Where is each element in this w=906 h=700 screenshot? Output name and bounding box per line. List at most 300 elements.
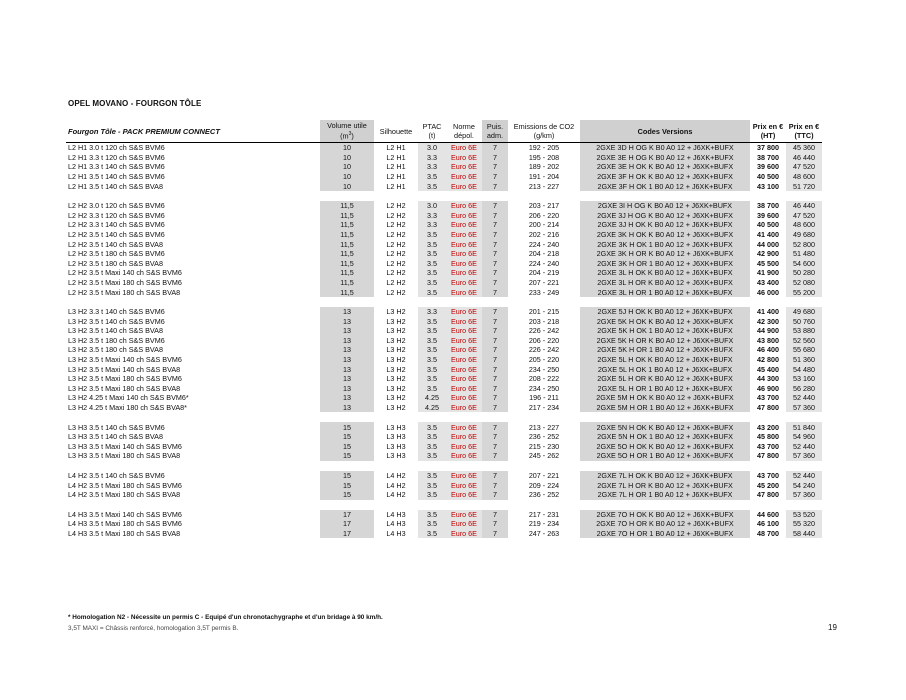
cell-version: L4 H2 3.5 t Maxi 180 ch S&S BVA8 <box>68 490 181 500</box>
footnote-homologation: * Homologation N2 - Nécessite un permis C - Equipé d'un chronotachygraphe et d'un bridage à 90 km/h. <box>68 614 383 621</box>
spacer-cell <box>66 191 822 201</box>
cell-puissance: 7 <box>482 181 508 191</box>
cell-puissance: 7 <box>482 451 508 461</box>
cell-co2: 206 - 220 <box>528 210 560 220</box>
table-row <box>66 307 822 317</box>
cell-prix-ht: 43 700 <box>757 393 779 403</box>
cell-version: L4 H3 3.5 t Maxi 180 ch S&S BVA8 <box>68 528 181 538</box>
cell-code-version: 2GXE 5L H OK 1 B0 A0 12 + J6XK+BUFX <box>580 364 750 374</box>
table-row <box>66 529 822 539</box>
cell-prix-ttc: 47 520 <box>786 162 822 172</box>
cell-norme: Euro 6E <box>446 172 482 182</box>
cell-co2: 205 - 220 <box>528 355 560 365</box>
cell-silhouette: L2 H2 <box>386 220 406 230</box>
cell-silhouette: L3 H2 <box>386 307 406 317</box>
cell-version: L2 H1 3.5 t 140 ch S&S BVM6 <box>68 171 165 181</box>
col-header-prix-ttc: Prix en € (TTC) <box>786 120 822 143</box>
cell-puissance: 7 <box>482 153 508 163</box>
col-header-co2: Emissions de CO2 (g/km) <box>508 120 580 143</box>
cell-volume: 10 <box>320 162 374 172</box>
cell-volume: 11,5 <box>320 230 374 240</box>
cell-version: L3 H2 4.25 t Maxi 140 ch S&S BVM6* <box>68 393 189 403</box>
cell-prix-ht: 46 000 <box>757 287 779 297</box>
cell-code-version: 2GXE 7O H OR K B0 A0 12 + J6XK+BUFX <box>580 519 750 529</box>
cell-version: L2 H2 3.3 t 120 ch S&S BVM6 <box>68 210 165 220</box>
cell-ptac: 4.25 <box>418 393 446 403</box>
cell-silhouette: L3 H3 <box>386 451 406 461</box>
cell-code-version: 2GXE 3K H OK 1 B0 A0 12 + J6XK+BUFX <box>580 239 750 249</box>
table-row <box>66 181 822 191</box>
table-row <box>66 422 822 432</box>
cell-volume: 10 <box>320 143 374 153</box>
cell-norme: Euro 6E <box>446 393 482 403</box>
cell-prix-ht: 46 400 <box>757 345 779 355</box>
cell-ptac: 3.5 <box>418 471 446 481</box>
table-row <box>66 259 822 269</box>
cell-ptac: 3.3 <box>418 162 446 172</box>
cell-silhouette: L2 H1 <box>386 152 406 162</box>
cell-volume: 11,5 <box>320 259 374 269</box>
cell-norme: Euro 6E <box>446 239 482 249</box>
table-row <box>66 143 822 153</box>
cell-prix-ht: 47 800 <box>757 451 779 461</box>
cell-code-version: 2GXE 3E H OG K B0 A0 12 + J6XK+BUFX <box>580 153 750 163</box>
table-row <box>66 442 822 452</box>
cell-version: L3 H2 3.5 t 180 ch S&S BVA8 <box>68 345 163 355</box>
cell-puissance: 7 <box>482 162 508 172</box>
cell-norme: Euro 6E <box>446 162 482 172</box>
cell-code-version: 2GXE 5M H OR 1 B0 A0 12 + J6XK+BUFX <box>580 403 750 413</box>
cell-prix-ttc: 53 160 <box>786 374 822 384</box>
cell-norme: Euro 6E <box>446 374 482 384</box>
cell-silhouette: L3 H3 <box>386 441 406 451</box>
cell-volume: 11,5 <box>320 268 374 278</box>
cell-silhouette: L3 H2 <box>386 326 406 336</box>
cell-co2: 203 - 218 <box>528 316 560 326</box>
cell-puissance: 7 <box>482 422 508 432</box>
cell-version: L2 H2 3.5 t Maxi 180 ch S&S BVA8 <box>68 287 181 297</box>
cell-prix-ttc: 51 720 <box>786 181 822 191</box>
cell-code-version: 2GXE 3J H OK K B0 A0 12 + J6XK+BUFX <box>580 220 750 230</box>
cell-prix-ht: 46 900 <box>757 383 779 393</box>
cell-ptac: 3.5 <box>418 239 446 249</box>
cell-volume: 10 <box>320 153 374 163</box>
footnote-maxi: 3,5T MAXI = Châssis renforcé, homologation 3,5T permis B. <box>68 625 239 632</box>
cell-volume: 13 <box>320 374 374 384</box>
cell-volume: 11,5 <box>320 239 374 249</box>
cell-puissance: 7 <box>482 259 508 269</box>
cell-co2: 224 - 240 <box>528 239 560 249</box>
table-row <box>66 355 822 365</box>
cell-norme: Euro 6E <box>446 384 482 394</box>
cell-prix-ttc: 52 440 <box>786 442 822 452</box>
cell-version: L3 H2 3.5 t Maxi 180 ch S&S BVA8 <box>68 383 181 393</box>
cell-co2: 226 - 242 <box>528 345 560 355</box>
cell-co2: 204 - 218 <box>528 249 560 259</box>
cell-prix-ttc: 49 680 <box>786 230 822 240</box>
cell-prix-ttc: 46 440 <box>786 201 822 211</box>
cell-puissance: 7 <box>482 442 508 452</box>
cell-code-version: 2GXE 3K H OR 1 B0 A0 12 + J6XK+BUFX <box>580 259 750 269</box>
section-header: Fourgon Tôle - PACK PREMIUM CONNECT <box>66 120 320 143</box>
cell-co2: 213 - 227 <box>528 181 560 191</box>
cell-ptac: 3.5 <box>418 259 446 269</box>
cell-co2: 236 - 252 <box>528 432 560 442</box>
cell-code-version: 2GXE 7O H OK K B0 A0 12 + J6XK+BUFX <box>580 510 750 520</box>
cell-volume: 13 <box>320 393 374 403</box>
cell-version: L3 H3 3.5 t 140 ch S&S BVM6 <box>68 422 165 432</box>
cell-volume: 13 <box>320 307 374 317</box>
table-row <box>66 211 822 221</box>
cell-prix-ht: 41 400 <box>757 307 779 317</box>
cell-ptac: 3.5 <box>418 422 446 432</box>
cell-code-version: 2GXE 7L H OR K B0 A0 12 + J6XK+BUFX <box>580 480 750 490</box>
cell-norme: Euro 6E <box>446 143 482 153</box>
cell-prix-ht: 43 200 <box>757 422 779 432</box>
table-row <box>66 326 822 336</box>
cell-volume: 11,5 <box>320 249 374 259</box>
cell-version: L2 H2 3.5 t 140 ch S&S BVA8 <box>68 239 163 249</box>
cell-prix-ttc: 55 680 <box>786 345 822 355</box>
cell-version: L3 H2 3.3 t 140 ch S&S BVM6 <box>68 307 165 317</box>
cell-norme: Euro 6E <box>446 422 482 432</box>
cell-co2: 217 - 231 <box>528 509 560 519</box>
cell-code-version: 2GXE 3D H OG K B0 A0 12 + J6XK+BUFX <box>580 143 750 153</box>
cell-ptac: 3.5 <box>418 278 446 288</box>
cell-code-version: 2GXE 5O H OK K B0 A0 12 + J6XK+BUFX <box>580 442 750 452</box>
price-table <box>66 120 822 538</box>
cell-volume: 17 <box>320 529 374 539</box>
cell-co2: 195 - 208 <box>528 152 560 162</box>
cell-co2: 215 - 230 <box>528 441 560 451</box>
cell-ptac: 3.5 <box>418 364 446 374</box>
cell-puissance: 7 <box>482 249 508 259</box>
table-row <box>66 364 822 374</box>
cell-silhouette: L2 H2 <box>386 229 406 239</box>
cell-prix-ht: 43 800 <box>757 335 779 345</box>
cell-version: L2 H1 3.0 t 120 ch S&S BVM6 <box>68 143 165 153</box>
cell-silhouette: L3 H2 <box>386 364 406 374</box>
cell-co2: 236 - 252 <box>528 490 560 500</box>
cell-silhouette: L4 H3 <box>386 519 406 529</box>
cell-co2: 208 - 222 <box>528 374 560 384</box>
cell-ptac: 3.5 <box>418 336 446 346</box>
cell-co2: 200 - 214 <box>528 220 560 230</box>
cell-norme: Euro 6E <box>446 230 482 240</box>
table-row <box>66 384 822 394</box>
table-row <box>66 239 822 249</box>
cell-prix-ht: 38 700 <box>757 152 779 162</box>
cell-co2: 207 - 221 <box>528 277 560 287</box>
cell-co2: 247 - 263 <box>528 528 560 538</box>
cell-puissance: 7 <box>482 471 508 481</box>
cell-code-version: 2GXE 7L H OR 1 B0 A0 12 + J6XK+BUFX <box>580 490 750 500</box>
cell-norme: Euro 6E <box>446 287 482 297</box>
cell-silhouette: L3 H2 <box>386 335 406 345</box>
cell-silhouette: L2 H1 <box>386 181 406 191</box>
table-row <box>66 230 822 240</box>
cell-prix-ttc: 52 800 <box>786 239 822 249</box>
cell-version: L3 H2 3.5 t Maxi 180 ch S&S BVM6 <box>68 374 182 384</box>
cell-code-version: 2GXE 3E H OK K B0 A0 12 + J6XK+BUFX <box>580 162 750 172</box>
cell-version: L3 H3 3.5 t Maxi 140 ch S&S BVM6 <box>68 441 182 451</box>
cell-prix-ttc: 45 360 <box>786 143 822 153</box>
spacer-cell <box>66 461 822 471</box>
cell-version: L2 H1 3.5 t 140 ch S&S BVA8 <box>68 181 163 191</box>
cell-version: L2 H2 3.5 t 140 ch S&S BVM6 <box>68 229 165 239</box>
cell-ptac: 3.5 <box>418 317 446 327</box>
cell-prix-ht: 46 100 <box>757 519 779 529</box>
table-row <box>66 345 822 355</box>
table-row <box>66 220 822 230</box>
cell-code-version: 2GXE 3I H OG K B0 A0 12 + J6XK+BUFX <box>580 201 750 211</box>
cell-silhouette: L3 H2 <box>386 345 406 355</box>
page-title: OPEL MOVANO - FOURGON TÔLE <box>68 99 202 108</box>
cell-prix-ht: 41 900 <box>757 268 779 278</box>
cell-silhouette: L3 H2 <box>386 403 406 413</box>
cell-prix-ttc: 48 600 <box>786 172 822 182</box>
table-row <box>66 510 822 520</box>
cell-ptac: 3.3 <box>418 211 446 221</box>
cell-puissance: 7 <box>482 393 508 403</box>
cell-puissance: 7 <box>482 529 508 539</box>
cell-co2: 206 - 220 <box>528 335 560 345</box>
cell-prix-ht: 44 600 <box>757 509 779 519</box>
cell-prix-ttc: 58 440 <box>786 529 822 539</box>
cell-ptac: 3.5 <box>418 490 446 500</box>
cell-version: L2 H2 3.5 t Maxi 140 ch S&S BVM6 <box>68 268 182 278</box>
cell-prix-ttc: 46 440 <box>786 153 822 163</box>
cell-silhouette: L2 H2 <box>386 210 406 220</box>
cell-puissance: 7 <box>482 239 508 249</box>
cell-puissance: 7 <box>482 172 508 182</box>
group-spacer <box>66 500 822 510</box>
col-header-silhouette: Silhouette <box>374 120 418 143</box>
cell-volume: 15 <box>320 442 374 452</box>
cell-puissance: 7 <box>482 345 508 355</box>
cell-prix-ttc: 49 680 <box>786 307 822 317</box>
cell-puissance: 7 <box>482 432 508 442</box>
cell-puissance: 7 <box>482 317 508 327</box>
cell-norme: Euro 6E <box>446 268 482 278</box>
cell-prix-ht: 42 900 <box>757 249 779 259</box>
col-header-norme: Norme dépol. <box>446 120 482 143</box>
cell-code-version: 2GXE 5L H OR 1 B0 A0 12 + J6XK+BUFX <box>580 384 750 394</box>
cell-silhouette: L4 H3 <box>386 528 406 538</box>
cell-puissance: 7 <box>482 403 508 413</box>
cell-norme: Euro 6E <box>446 345 482 355</box>
group-spacer <box>66 297 822 307</box>
cell-prix-ttc: 54 960 <box>786 432 822 442</box>
cell-volume: 13 <box>320 403 374 413</box>
cell-co2: 207 - 221 <box>528 471 560 480</box>
cell-ptac: 3.5 <box>418 442 446 452</box>
cell-ptac: 3.3 <box>418 307 446 317</box>
cell-ptac: 3.5 <box>418 230 446 240</box>
table-row <box>66 172 822 182</box>
cell-puissance: 7 <box>482 230 508 240</box>
cell-silhouette: L3 H3 <box>386 432 406 442</box>
cell-prix-ttc: 52 440 <box>786 393 822 403</box>
cell-norme: Euro 6E <box>446 153 482 163</box>
cell-silhouette: L2 H2 <box>386 287 406 297</box>
cell-silhouette: L2 H2 <box>386 268 406 278</box>
cell-code-version: 2GXE 5K H OR K B0 A0 12 + J6XK+BUFX <box>580 336 750 346</box>
table-row <box>66 201 822 211</box>
cell-silhouette: L4 H2 <box>386 490 406 500</box>
cell-volume: 13 <box>320 345 374 355</box>
table-row <box>66 471 822 481</box>
table-row <box>66 287 822 297</box>
cell-co2: 196 - 211 <box>529 393 559 403</box>
cell-version: L3 H2 4.25 t Maxi 180 ch S&S BVA8* <box>68 403 187 413</box>
cell-version: L2 H2 3.5 t 180 ch S&S BVM6 <box>68 249 165 259</box>
cell-norme: Euro 6E <box>446 336 482 346</box>
cell-ptac: 3.5 <box>418 287 446 297</box>
cell-co2: 233 - 249 <box>528 287 560 297</box>
cell-prix-ht: 44 900 <box>757 326 779 336</box>
cell-prix-ht: 45 400 <box>757 364 779 374</box>
cell-volume: 13 <box>320 326 374 336</box>
cell-code-version: 2GXE 3L H OK K B0 A0 12 + J6XK+BUFX <box>580 268 750 278</box>
cell-prix-ttc: 51 480 <box>786 249 822 259</box>
cell-co2: 224 - 240 <box>528 258 560 268</box>
cell-volume: 11,5 <box>320 278 374 288</box>
cell-prix-ht: 48 700 <box>757 528 779 538</box>
cell-code-version: 2GXE 3J H OG K B0 A0 12 + J6XK+BUFX <box>580 211 750 221</box>
cell-norme: Euro 6E <box>446 451 482 461</box>
cell-co2: 189 - 202 <box>528 162 560 172</box>
cell-code-version: 2GXE 5L H OK K B0 A0 12 + J6XK+BUFX <box>580 355 750 365</box>
table-row <box>66 249 822 259</box>
cell-ptac: 3.5 <box>418 326 446 336</box>
table-row <box>66 480 822 490</box>
group-spacer <box>66 191 822 201</box>
cell-norme: Euro 6E <box>446 529 482 539</box>
cell-prix-ht: 43 100 <box>757 181 779 191</box>
cell-puissance: 7 <box>482 336 508 346</box>
cell-prix-ttc: 52 560 <box>786 336 822 346</box>
cell-silhouette: L2 H2 <box>386 258 406 268</box>
cell-version: L4 H2 3.5 t 140 ch S&S BVM6 <box>68 471 165 480</box>
cell-code-version: 2GXE 5N H OK K B0 A0 12 + J6XK+BUFX <box>580 422 750 432</box>
cell-silhouette: L3 H3 <box>386 422 406 432</box>
cell-silhouette: L3 H2 <box>386 393 406 403</box>
cell-prix-ttc: 57 360 <box>786 403 822 413</box>
cell-volume: 13 <box>320 355 374 365</box>
cell-prix-ht: 47 800 <box>757 490 779 500</box>
cell-prix-ttc: 48 600 <box>786 220 822 230</box>
cell-ptac: 3.5 <box>418 181 446 191</box>
cell-prix-ht: 44 300 <box>757 374 779 384</box>
cell-puissance: 7 <box>482 519 508 529</box>
cell-prix-ht: 37 800 <box>757 143 779 153</box>
cell-prix-ttc: 51 360 <box>786 355 822 365</box>
cell-volume: 11,5 <box>320 220 374 230</box>
table-header-row <box>66 120 822 143</box>
cell-norme: Euro 6E <box>446 307 482 317</box>
cell-co2: 209 - 224 <box>528 480 560 490</box>
cell-version: L2 H2 3.3 t 140 ch S&S BVM6 <box>68 220 165 230</box>
cell-code-version: 2GXE 3L H OR 1 B0 A0 12 + J6XK+BUFX <box>580 287 750 297</box>
cell-puissance: 7 <box>482 480 508 490</box>
cell-norme: Euro 6E <box>446 442 482 452</box>
cell-volume: 13 <box>320 317 374 327</box>
cell-prix-ht: 40 500 <box>757 171 779 181</box>
cell-version: L2 H2 3.5 t 180 ch S&S BVA8 <box>68 258 163 268</box>
cell-prix-ht: 42 300 <box>757 316 779 326</box>
cell-puissance: 7 <box>482 220 508 230</box>
table-row <box>66 432 822 442</box>
cell-norme: Euro 6E <box>446 471 482 481</box>
cell-volume: 17 <box>320 519 374 529</box>
col-header-codes: Codes Versions <box>580 120 750 143</box>
cell-code-version: 2GXE 7L H OK K B0 A0 12 + J6XK+BUFX <box>580 471 750 481</box>
cell-ptac: 4.25 <box>418 403 446 413</box>
cell-volume: 15 <box>320 490 374 500</box>
page-number: 19 <box>828 623 837 632</box>
cell-code-version: 2GXE 5L H OR K B0 A0 12 + J6XK+BUFX <box>580 374 750 384</box>
cell-prix-ttc: 57 360 <box>786 451 822 461</box>
cell-ptac: 3.5 <box>418 480 446 490</box>
cell-puissance: 7 <box>482 355 508 365</box>
cell-co2: 226 - 242 <box>528 326 560 336</box>
cell-silhouette: L3 H2 <box>386 316 406 326</box>
cell-code-version: 2GXE 5K H OK K B0 A0 12 + J6XK+BUFX <box>580 317 750 327</box>
cell-puissance: 7 <box>482 143 508 153</box>
cell-puissance: 7 <box>482 490 508 500</box>
cell-puissance: 7 <box>482 268 508 278</box>
cell-silhouette: L4 H3 <box>386 509 406 519</box>
cell-prix-ttc: 55 200 <box>786 287 822 297</box>
cell-volume: 17 <box>320 510 374 520</box>
cell-ptac: 3.5 <box>418 268 446 278</box>
cell-prix-ttc: 54 480 <box>786 364 822 374</box>
spacer-cell <box>66 297 822 307</box>
cell-version: L3 H3 3.5 t Maxi 180 ch S&S BVA8 <box>68 451 181 461</box>
cell-code-version: 2GXE 3K H OK K B0 A0 12 + J6XK+BUFX <box>580 230 750 240</box>
cell-prix-ht: 47 800 <box>757 403 779 413</box>
cell-co2: 192 - 205 <box>528 143 560 153</box>
cell-volume: 11,5 <box>320 201 374 211</box>
cell-prix-ttc: 52 440 <box>786 471 822 481</box>
table-row <box>66 451 822 461</box>
col-header-volume: Volume utile $(m^3)$ <box>320 120 374 143</box>
cell-co2: 202 - 216 <box>528 229 560 239</box>
cell-ptac: 3.0 <box>418 201 446 211</box>
cell-silhouette: L2 H1 <box>386 171 406 181</box>
cell-volume: 13 <box>320 384 374 394</box>
cell-puissance: 7 <box>482 287 508 297</box>
cell-volume: 15 <box>320 480 374 490</box>
cell-norme: Euro 6E <box>446 249 482 259</box>
cell-volume: 10 <box>320 181 374 191</box>
cell-ptac: 3.5 <box>418 249 446 259</box>
cell-norme: Euro 6E <box>446 364 482 374</box>
cell-norme: Euro 6E <box>446 181 482 191</box>
cell-co2: 203 - 217 <box>528 201 560 211</box>
table-row <box>66 403 822 413</box>
cell-ptac: 3.0 <box>418 143 446 153</box>
cell-prix-ttc: 52 080 <box>786 278 822 288</box>
cell-code-version: 2GXE 3L H OR K B0 A0 12 + J6XK+BUFX <box>580 278 750 288</box>
cell-puissance: 7 <box>482 326 508 336</box>
table-row <box>66 519 822 529</box>
cell-silhouette: L3 H2 <box>386 374 406 384</box>
cell-volume: 10 <box>320 172 374 182</box>
cell-puissance: 7 <box>482 278 508 288</box>
cell-co2: 219 - 234 <box>528 519 560 529</box>
